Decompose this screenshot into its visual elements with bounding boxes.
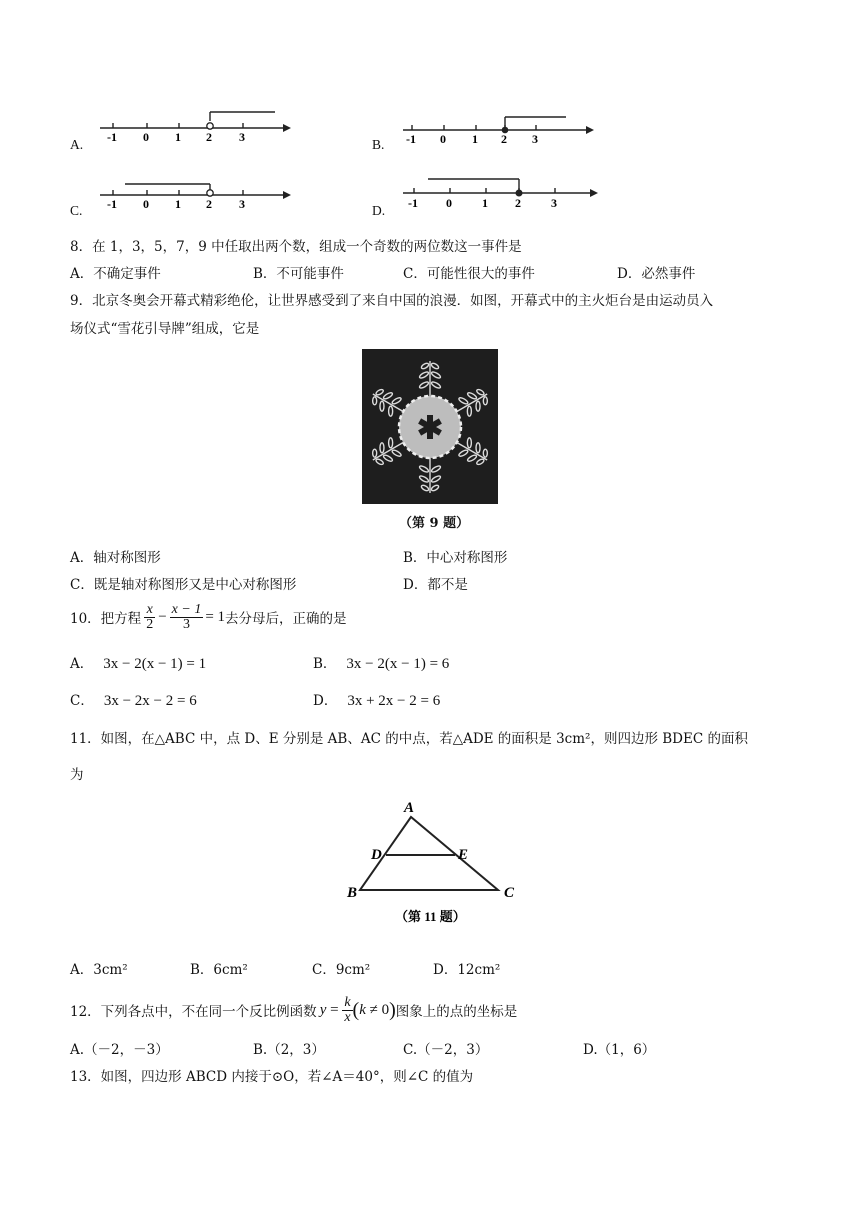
triangle-figure	[340, 797, 525, 932]
q10-suffix: 去分母后，正确的是	[225, 611, 347, 627]
q11-option-d: D．12cm²	[433, 962, 501, 978]
number-line-d	[398, 170, 603, 214]
q11-stem-line1: 11．如图，在△ABC 中，点 D、E 分别是 AB、AC 的中点，若△ADE 的面积是 3cm²，则四边形 BDEC 的面积	[70, 731, 748, 747]
vertex-A: A	[404, 800, 415, 816]
q12-option-a: A.（－2，－3）	[70, 1042, 169, 1058]
option-label: C.	[70, 203, 83, 218]
svg-text:3: 3	[532, 132, 538, 146]
q8-option-b: B．不可能事件	[253, 266, 344, 282]
q10-option-c: C． 3x − 2x − 2 = 6	[70, 693, 197, 709]
q9-option-a: A．轴对称图形	[70, 550, 161, 566]
svg-text:-1: -1	[107, 197, 117, 211]
q11-stem-line2: 为	[70, 767, 84, 783]
q11-figure-caption: （第 11 题）	[395, 909, 466, 924]
svg-text:1: 1	[482, 196, 488, 210]
q8-option-a: A．不确定事件	[70, 266, 161, 282]
svg-text:0: 0	[143, 197, 149, 211]
svg-text:1: 1	[175, 197, 181, 211]
option-label: A.	[70, 137, 84, 152]
svg-text:2: 2	[515, 196, 521, 210]
svg-text:3: 3	[239, 197, 245, 211]
tick-label: 1	[175, 130, 181, 144]
svg-text:-1: -1	[408, 196, 418, 210]
vertex-D: D	[371, 847, 382, 863]
svg-text:0: 0	[446, 196, 452, 210]
svg-text:2: 2	[206, 197, 212, 211]
tick-label: 0	[143, 130, 149, 144]
q8-stem: 8．在 1，3，5，7，9 中任取出两个数，组成一个奇数的两位数这一事件是	[70, 239, 522, 255]
q12-prefix: 12．下列各点中，不在同一个反比例函数	[70, 1004, 317, 1020]
q10-option-a: A． 3x − 2(x − 1) = 1	[70, 656, 207, 672]
q12-option-d: D.（1，6）	[583, 1042, 656, 1058]
q12-option-b: B.（2，3）	[253, 1042, 325, 1058]
svg-text:-1: -1	[406, 132, 416, 146]
fraction-x-over-2: $\frac{x}{2}$	[146, 601, 154, 632]
tick-label: -1	[107, 130, 117, 144]
q12-stem	[70, 992, 517, 1028]
q9-stem-line2: 场仪式“雪花引导牌”组成，它是	[70, 321, 260, 337]
vertex-C: C	[504, 885, 515, 901]
fraction-x-minus-1-over-3: $\frac{x - 1}{3}$	[171, 601, 202, 632]
vertex-E: E	[458, 847, 469, 863]
q12-suffix: 图象上的点的坐标是	[395, 1004, 518, 1020]
tick-label: 3	[239, 130, 245, 144]
q10-stem: 10．把方程 $\frac{x}{2}$ − $\frac{x - 1}{3}$ = 1 去分母后，正确的是	[70, 601, 347, 632]
q10-prefix: 10．把方程	[70, 611, 142, 627]
q12-function: y = $\frac{k}{x}$ ( k ≠ 0 )	[319, 994, 396, 1025]
q10-option-b: B． 3x − 2(x − 1) = 6	[313, 656, 450, 672]
number-line-a	[95, 108, 295, 148]
q11-option-a: A．3cm²	[70, 962, 128, 978]
q8-option-c: C．可能性很大的事件	[403, 266, 535, 282]
svg-text:2: 2	[501, 132, 507, 146]
svg-text:1: 1	[472, 132, 478, 146]
number-line-b	[398, 110, 598, 150]
option-label: D.	[372, 203, 386, 218]
svg-text:3: 3	[551, 196, 557, 210]
q9-option-b: B．中心对称图形	[403, 550, 508, 566]
q9-option-d: D．都不是	[403, 577, 468, 593]
q10-rhs: = 1	[205, 608, 226, 625]
q11-option-b: B．6cm²	[190, 962, 248, 978]
q9-stem-line1: 9．北京冬奥会开幕式精彩绝伦，让世界感受到了来自中国的浪漫．如图，开幕式中的主火炬台是由运动员入	[70, 293, 714, 309]
q10-option-d: D． 3x + 2x − 2 = 6	[313, 693, 441, 709]
q9-option-c: C．既是轴对称图形又是中心对称图形	[70, 577, 297, 593]
svg-text:0: 0	[440, 132, 446, 146]
q12-option-c: C.（－2，3）	[403, 1042, 489, 1058]
tick-label: 2	[206, 130, 212, 144]
option-label: B.	[372, 137, 385, 152]
q11-option-c: C．9cm²	[312, 962, 371, 978]
number-line-c	[95, 175, 295, 215]
q13-stem: 13．如图，四边形 ABCD 内接于⊙O，若∠A＝40°，则∠C 的值为	[70, 1069, 474, 1085]
snowflake-figure	[362, 349, 498, 504]
q8-option-d: D．必然事件	[617, 266, 696, 282]
vertex-B: B	[347, 885, 358, 901]
q9-figure-caption: （第 9 题）	[399, 516, 470, 531]
